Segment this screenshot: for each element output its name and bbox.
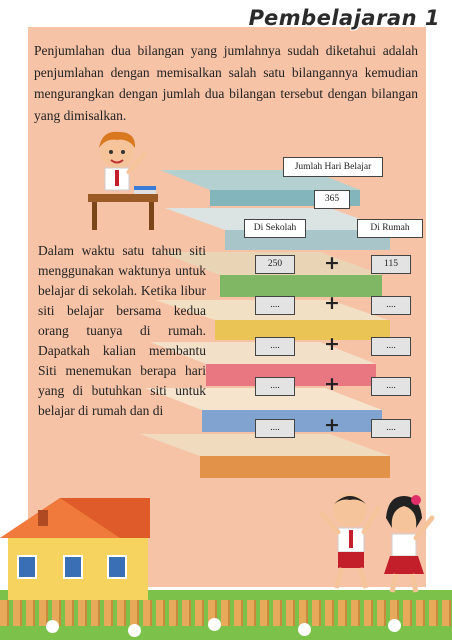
- flower-icon: [210, 620, 219, 629]
- plus-sign: +: [324, 252, 340, 274]
- school-days-answer-box[interactable]: ....: [255, 419, 295, 438]
- intro-paragraph: Penjumlahan dua bilangan yang jumlahnya sudah diketahui adalah penjumlahan dengan memisalkan salah satu bilangannya kemudian mengurangkan dengan jumlah dua bilangan tersebut dengan bilangan yang dimisalkan.: [34, 43, 418, 123]
- home-days-box: 115: [371, 255, 411, 274]
- school-days-answer-box[interactable]: ....: [255, 377, 295, 396]
- flower-icon: [300, 625, 309, 634]
- kids-illustration: [312, 488, 442, 600]
- plus-sign: +: [324, 414, 340, 436]
- school-days-answer-box[interactable]: ....: [255, 337, 295, 356]
- house-illustration: [0, 498, 160, 608]
- flower-icon: [130, 626, 139, 635]
- home-days-answer-box[interactable]: ....: [371, 296, 411, 315]
- school-label: Di Sekolah: [244, 219, 306, 238]
- total-days-label: Jumlah Hari Belajar: [283, 157, 383, 177]
- page-title: Pembelajaran 1: [248, 6, 440, 30]
- home-days-answer-box[interactable]: ....: [371, 419, 411, 438]
- home-label: Di Rumah: [357, 219, 423, 238]
- home-days-answer-box[interactable]: ....: [371, 337, 411, 356]
- flower-icon: [48, 622, 57, 631]
- home-days-answer-box[interactable]: ....: [371, 377, 411, 396]
- flower-icon: [390, 621, 399, 630]
- plus-sign: +: [324, 373, 340, 395]
- story-paragraph: Dalam waktu satu tahun siti menggunakan waktunya untuk belajar di sekolah. Ketika libur siti belajar bersama kedua orang tuanya di rumah. Dapatkah kalian membantu Siti menemukan berapa hari yang di butuhkan siti untuk belajar di rumah dan di: [38, 243, 206, 418]
- plus-sign: +: [324, 333, 340, 355]
- school-days-answer-box[interactable]: ....: [255, 296, 295, 315]
- school-days-box: 250: [255, 255, 295, 274]
- total-days-value: 365: [314, 190, 350, 209]
- plus-sign: +: [324, 292, 340, 314]
